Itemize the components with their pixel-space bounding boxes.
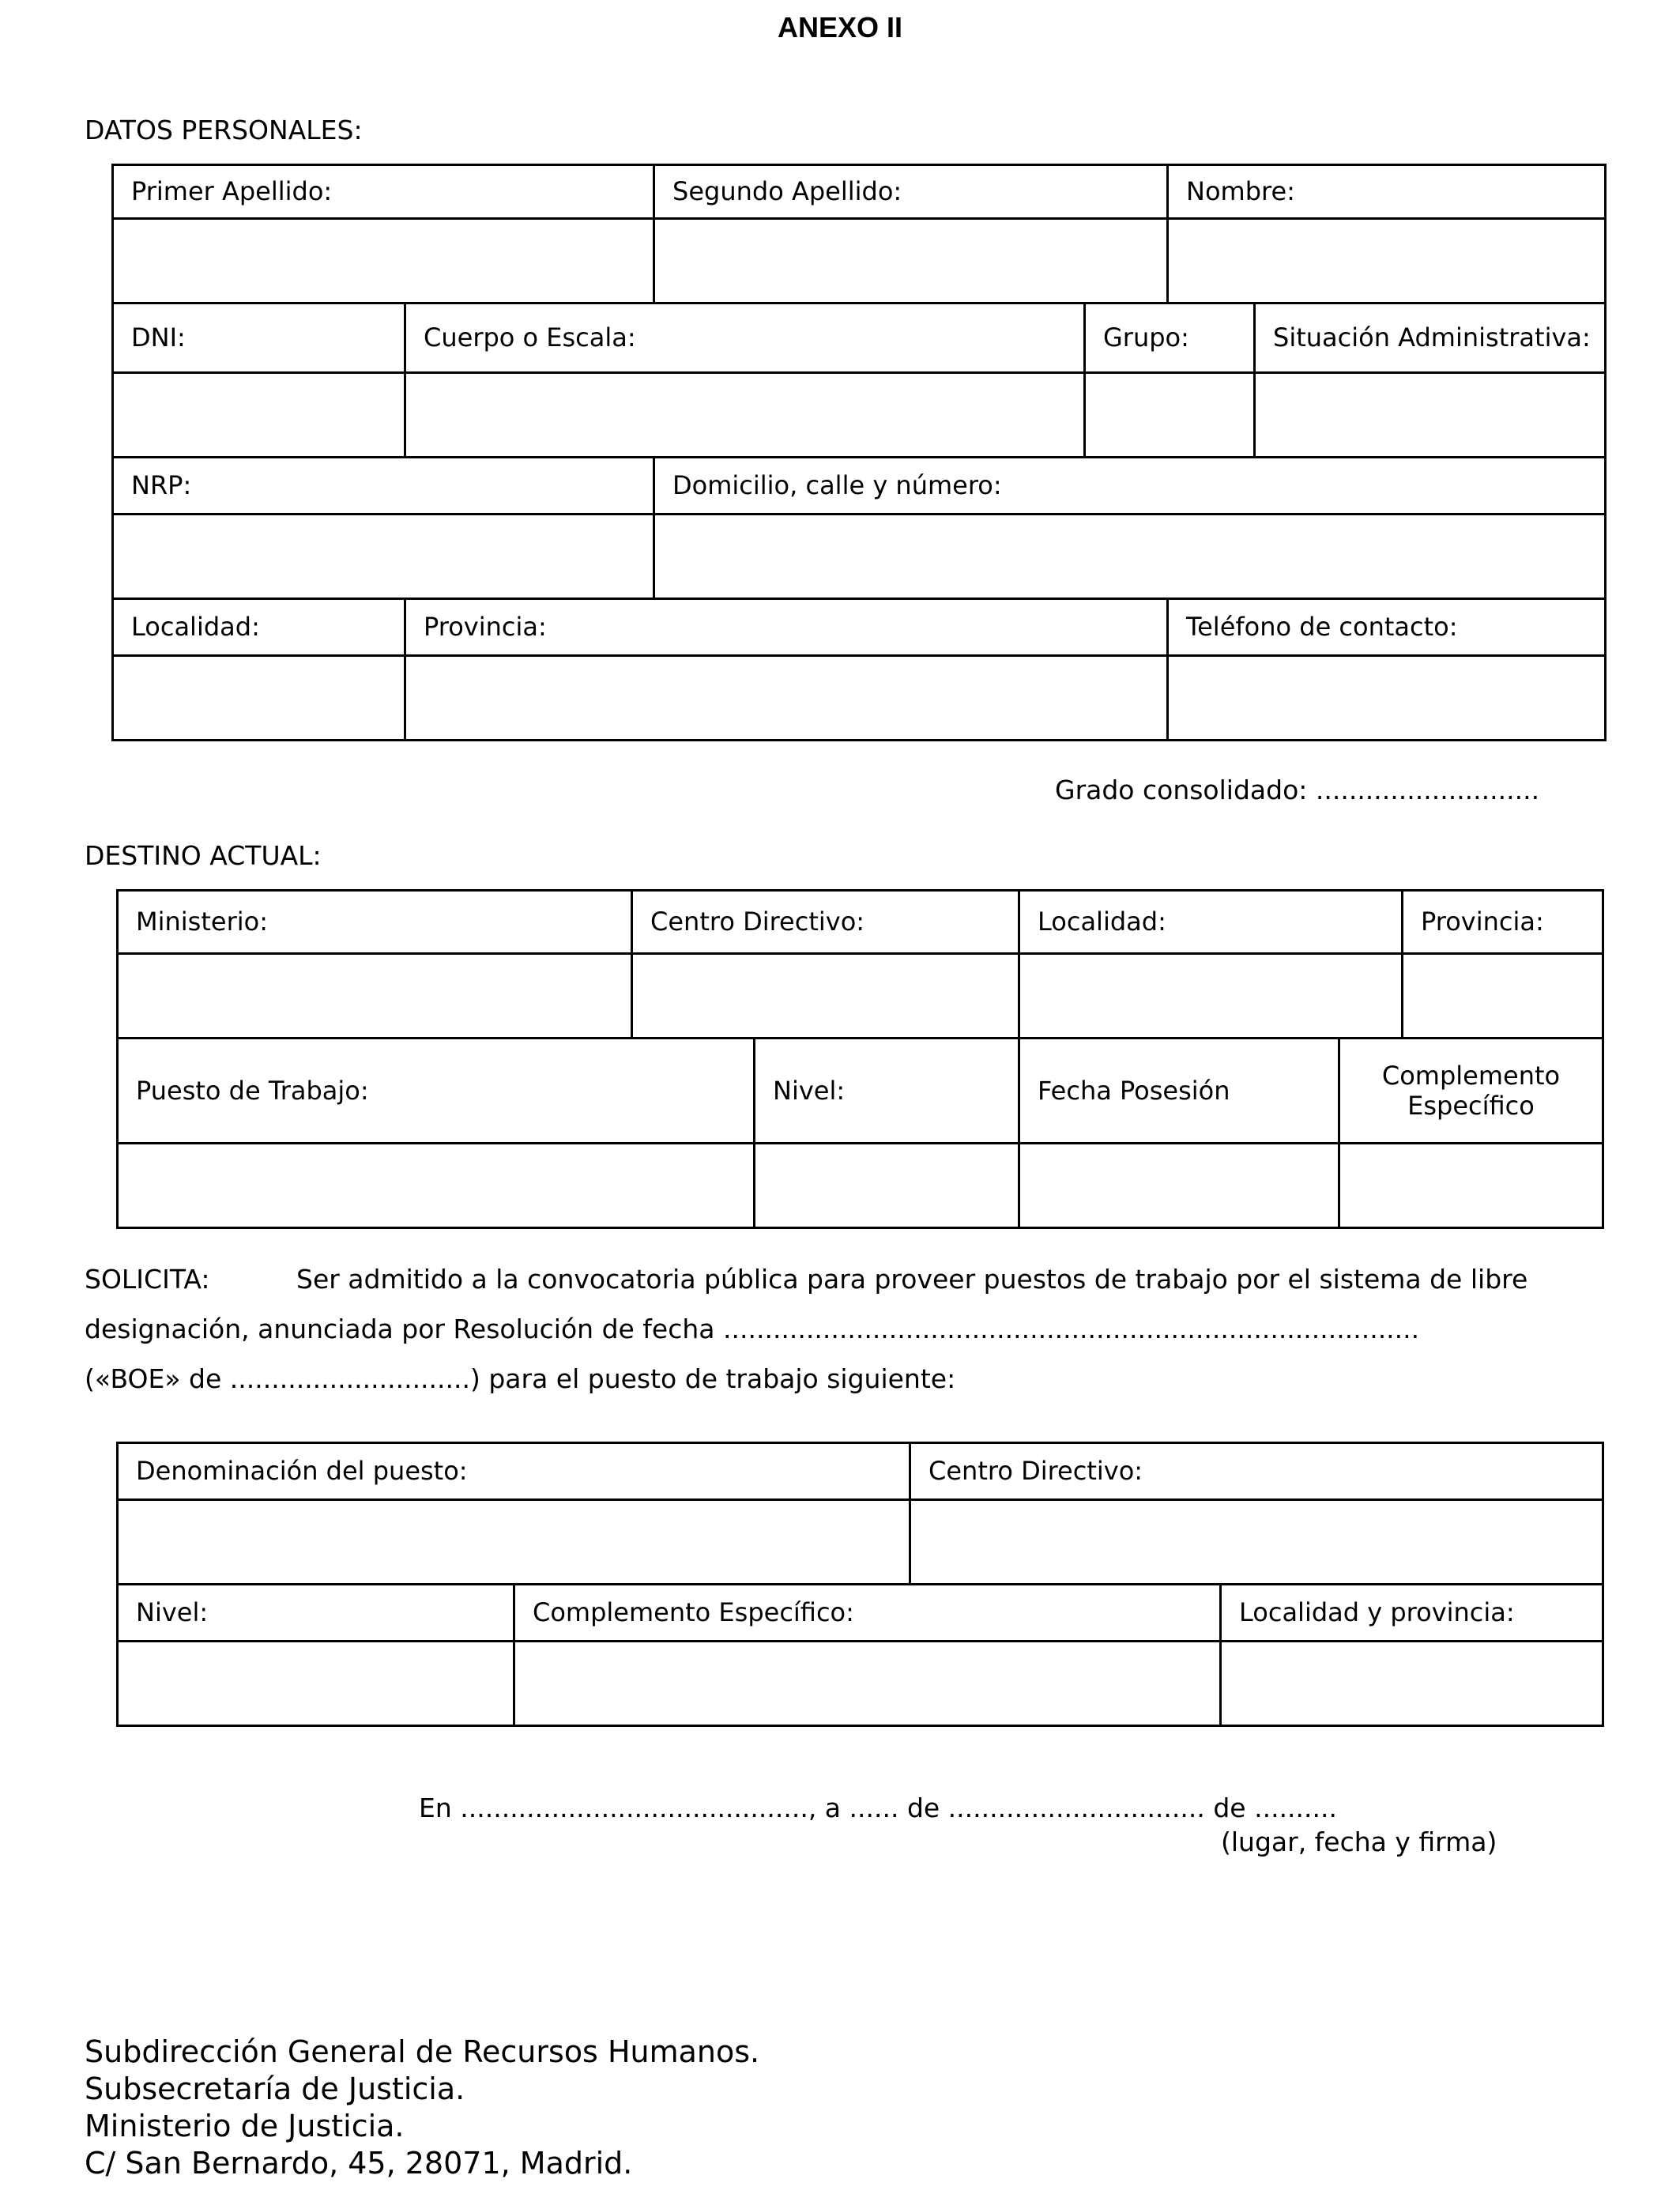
solicita-line-3: («BOE» de .............................) para el puesto de trabajo siguiente: [85,1363,956,1394]
denominacion-puesto-label: Denominación del puesto: [118,1443,910,1500]
destino-actual-table-2 [116,1037,1604,1229]
grupo-field[interactable] [1085,373,1255,458]
destino-actual-table [116,889,1604,1039]
destino-provincia-label: Provincia: [1403,891,1603,954]
nombre-label: Nombre: [1168,165,1606,219]
datos-personales-heading: DATOS PERSONALES: [85,115,363,145]
grado-consolidado: Grado consolidado: ........................... [1055,775,1540,805]
domicilio-field[interactable] [654,515,1606,599]
datos-personales-table-4 [111,598,1607,741]
puesto-solicitado-table-2 [116,1583,1604,1727]
solicita-text-1: Ser admitido a la convocatoria pública para proveer puestos de trabajo por el sistema de libre [296,1264,1528,1295]
puesto-centro-directivo-label: Centro Directivo: [910,1443,1603,1500]
dni-field[interactable] [113,373,405,458]
fecha-posesion-field[interactable] [1019,1144,1339,1228]
primer-apellido-field[interactable] [113,219,654,303]
ministerio-label: Ministerio: [118,891,632,954]
nivel-field[interactable] [755,1144,1019,1228]
footer-line-4: C/ San Bernardo, 45, 28071, Madrid. [85,2146,633,2181]
provincia-label: Provincia: [405,599,1168,656]
footer-address [85,2034,759,2182]
segundo-apellido-field[interactable] [654,219,1168,303]
complemento-especifico-label: Complemento Específico [1339,1039,1603,1144]
situacion-administrativa-label: Situación Administrativa: [1255,303,1606,373]
denominacion-puesto-field[interactable] [118,1500,910,1585]
complemento-especifico-field[interactable] [1339,1144,1603,1228]
footer-line-2: Subsecretaría de Justicia. [85,2071,465,2106]
footer-line-1: Subdirección General de Recursos Humanos. [85,2034,760,2069]
destino-localidad-field[interactable] [1019,954,1403,1039]
primer-apellido-label: Primer Apellido: [113,165,654,219]
solicita-line-1 [85,1254,1618,1304]
nrp-label: NRP: [113,458,654,515]
destino-provincia-field[interactable] [1403,954,1603,1039]
datos-personales-table-3 [111,456,1607,600]
datos-personales-table [111,164,1607,304]
nrp-field[interactable] [113,515,654,599]
nombre-field[interactable] [1168,219,1606,303]
puesto-solicitado-table [116,1442,1604,1585]
footer-line-3: Ministerio de Justicia. [85,2109,405,2143]
puesto-trabajo-field[interactable] [118,1144,755,1228]
ministerio-field[interactable] [118,954,632,1039]
page-title: ANEXO II [777,11,903,43]
cuerpo-escala-label: Cuerpo o Escala: [405,303,1085,373]
centro-directivo-label: Centro Directivo: [632,891,1019,954]
fecha-posesion-label: Fecha Posesión [1019,1039,1339,1144]
telefono-field[interactable] [1168,656,1606,741]
localidad-field[interactable] [113,656,405,741]
situacion-administrativa-field[interactable] [1255,373,1606,458]
localidad-label: Localidad: [113,599,405,656]
solicita-label: SOLICITA: [85,1264,210,1295]
puesto-nivel-field[interactable] [118,1642,514,1726]
centro-directivo-field[interactable] [632,954,1019,1039]
destino-actual-heading: DESTINO ACTUAL: [85,840,322,871]
destino-localidad-label: Localidad: [1019,891,1403,954]
puesto-trabajo-label: Puesto de Trabajo: [118,1039,755,1144]
solicita-paragraph [85,1254,1618,1404]
datos-personales-table-2 [111,302,1607,458]
firma-note: (lugar, fecha y firma) [1221,1826,1497,1857]
puesto-centro-directivo-field[interactable] [910,1500,1603,1585]
segundo-apellido-label: Segundo Apellido: [654,165,1168,219]
puesto-complemento-field[interactable] [514,1642,1221,1726]
dni-label: DNI: [113,303,405,373]
localidad-provincia-field[interactable] [1221,1642,1603,1726]
firma-line: En .........................................., a ...... de ............................... de .......... [419,1793,1337,1823]
localidad-provincia-label: Localidad y provincia: [1221,1585,1603,1642]
telefono-label: Teléfono de contacto: [1168,599,1606,656]
nivel-label: Nivel: [755,1039,1019,1144]
puesto-complemento-label: Complemento Específico: [514,1585,1221,1642]
provincia-field[interactable] [405,656,1168,741]
solicita-line-2: designación, anunciada por Resolución de fecha .................................................................................... [85,1314,1420,1344]
grupo-label: Grupo: [1085,303,1255,373]
domicilio-label: Domicilio, calle y número: [654,458,1606,515]
cuerpo-escala-field[interactable] [405,373,1085,458]
puesto-nivel-label: Nivel: [118,1585,514,1642]
